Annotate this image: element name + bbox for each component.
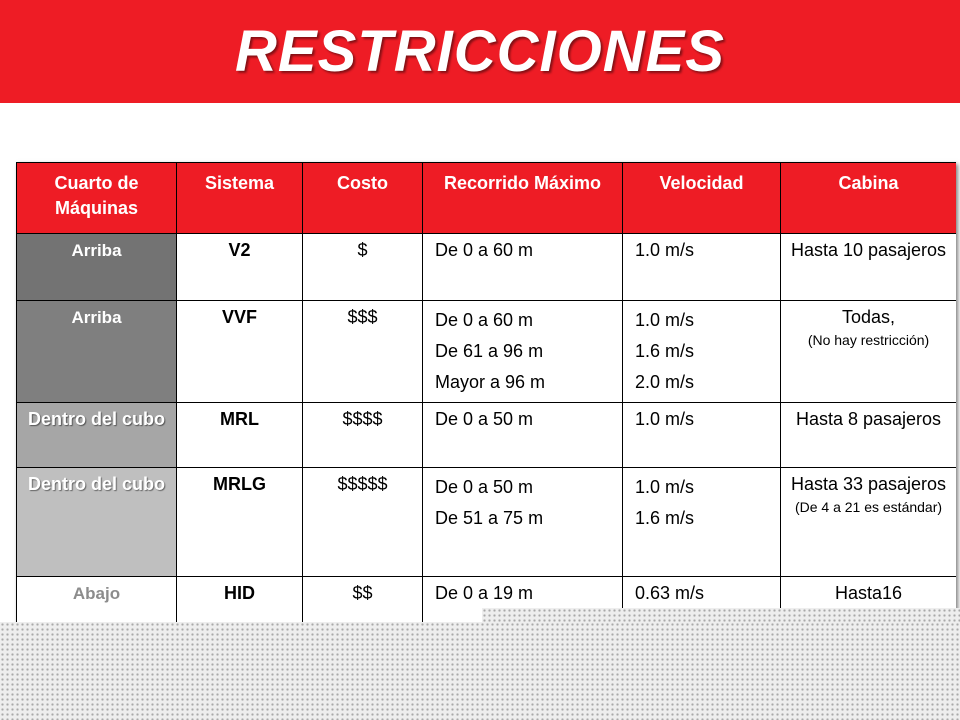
cell-speed: [623, 301, 781, 403]
cell-cost: $$$$: [303, 403, 423, 468]
cell-travel: [423, 468, 623, 577]
restrictions-table: [16, 162, 956, 622]
cell-cabin: [781, 468, 957, 577]
cell-cost: $$$: [303, 301, 423, 403]
dotted-overlay: [0, 622, 960, 720]
cell-cabin: Hasta 8 pasajeros: [781, 403, 957, 468]
header-velocidad: Velocidad: [623, 163, 781, 234]
table-row: [17, 234, 957, 301]
cell-travel: [423, 234, 623, 301]
cell-location: Dentro del cubo: [17, 468, 177, 577]
restrictions-table-container: [16, 162, 956, 622]
speed-line: 1.0 m/s: [635, 409, 695, 429]
cabin-note: (No hay restricción): [807, 332, 930, 348]
cell-location: Arriba: [17, 234, 177, 301]
speed-line: 0.63 m/s: [635, 583, 705, 603]
cabin-text: Hasta 33 pasajeros: [790, 474, 947, 494]
cell-location: Abajo: [17, 577, 177, 623]
cell-system: HID: [177, 577, 303, 623]
cell-speed: [623, 234, 781, 301]
travel-line: De 0 a 50 m: [435, 477, 534, 497]
header-cabina: Cabina: [781, 163, 957, 234]
speed-line: 1.0 m/s: [635, 477, 695, 497]
speed-line: 1.0 m/s: [635, 310, 695, 330]
cell-location: Dentro del cubo: [17, 403, 177, 468]
cell-speed: [623, 403, 781, 468]
header-sistema: Sistema: [177, 163, 303, 234]
table-header-row: [17, 163, 957, 234]
speed-line: 1.6 m/s: [635, 341, 695, 361]
cell-travel: [423, 403, 623, 468]
header-cuarto: Cuarto de Máquinas: [17, 163, 177, 234]
cell-system: V2: [177, 234, 303, 301]
cell-cabin: Hasta 10 pasajeros: [781, 234, 957, 301]
cell-system: MRL: [177, 403, 303, 468]
table-row: [17, 468, 957, 577]
header-costo: Costo: [303, 163, 423, 234]
speed-line: 1.0 m/s: [635, 240, 695, 260]
cell-travel: [423, 301, 623, 403]
cabin-note: (De 4 a 21 es estándar): [794, 499, 943, 515]
cell-system: VVF: [177, 301, 303, 403]
cell-system: MRLG: [177, 468, 303, 577]
page-title: RESTRICCIONES: [235, 19, 725, 84]
travel-line: De 0 a 60 m: [435, 240, 534, 260]
header-recorrido: Recorrido Máximo: [423, 163, 623, 234]
cell-speed: [623, 468, 781, 577]
travel-line: De 61 a 96 m: [435, 341, 544, 361]
cell-location: Arriba: [17, 301, 177, 403]
cell-cabin: [781, 301, 957, 403]
travel-line: Mayor a 96 m: [435, 372, 546, 392]
cabin-text: Todas,: [841, 307, 896, 327]
cell-cabin: Hasta16: [781, 577, 957, 623]
speed-line: 2.0 m/s: [635, 372, 695, 392]
travel-line: De 0 a 50 m: [435, 409, 534, 429]
cell-cost: $$: [303, 577, 423, 623]
cell-cost: $: [303, 234, 423, 301]
travel-line: De 51 a 75 m: [435, 508, 544, 528]
table-row: [17, 301, 957, 403]
travel-line: De 0 a 60 m: [435, 310, 534, 330]
cell-cost: $$$$$: [303, 468, 423, 577]
travel-line: De 0 a 19 m: [435, 583, 534, 603]
speed-line: 1.6 m/s: [635, 508, 695, 528]
title-bar: [0, 0, 960, 103]
table-row: [17, 403, 957, 468]
